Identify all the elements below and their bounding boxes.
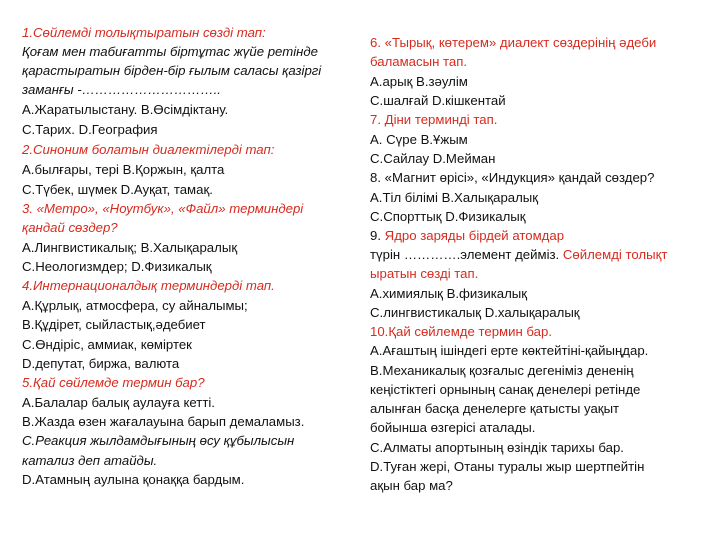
question-3-options-cd: С.Неологизмдер; D.Физикалық [22, 259, 212, 274]
question-1-options-cd: С.Тарих. D.География [22, 122, 158, 137]
question-3-title-line-1: 3. «Метро», «Ноутбук», «Файл» терминдері [22, 201, 304, 216]
question-5-option-c-line-2: катализ деп атайды. [22, 453, 158, 468]
question-3-title-line-2: қандай сөздер? [22, 220, 118, 235]
question-10-option-b-line-3: алынған басқа денелерге қатысты уақыт [370, 401, 620, 416]
question-4-option-b: В.Құдірет, сыйластық,әдебиет [22, 317, 206, 332]
question-10-option-a: А.Ағаштың ішіндегі ерте көктейтіні-қайыңдар. [370, 343, 649, 358]
question-10-option-d-line-2: ақын бар ма? [370, 478, 453, 493]
question-2-options-cd: С.Түбек, шүмек D.Ауқат, тамақ. [22, 182, 213, 197]
question-4-option-a: А.Құрлық, атмосфера, су айналымы; [22, 298, 248, 313]
question-4-option-c: С.Өндіріс, аммиак, көміртек [22, 337, 192, 352]
question-10-title: 10.Қай сөйлемде термин бар. [370, 324, 552, 339]
question-8-title: 8. «Магнит өрісі», «Индукция» қандай сөздер? [370, 170, 655, 185]
question-10-option-d-line-1: D.Туған жері, Отаны туралы жыр шертпейтін [370, 459, 645, 474]
question-9-title-red: Ядро заряды бірдей атомдар [384, 228, 565, 243]
question-6-title-line-1: 6. «Тырық, көтерем» диалект сөздерінің әдеби [370, 35, 657, 50]
question-9-text: түрін ………….элемент дейміз. [370, 247, 563, 262]
question-9-options-cd: С.лингвистикалық D.халықаралық [370, 305, 580, 320]
question-1-options-ab: А.Жаратылыстану. В.Өсімдіктану. [22, 102, 229, 117]
question-10-option-b-line-1: В.Механикалық қозғалыс дегеніміз дененің [370, 363, 634, 378]
question-6-options-cd: С.шалғай D.кішкентай [370, 93, 506, 108]
question-6-title-line-2: баламасын тап. [370, 54, 468, 69]
question-9-title-line-1 [370, 226, 564, 245]
question-1-title: 1.Сөйлемді толықтыратын сөзді тап: [22, 25, 266, 40]
question-10-option-b-line-2: кеңістіктегі орнының санақ денелері ретінде [370, 382, 641, 397]
question-7-options-cd: С.Сайлау D.Мейман [370, 151, 496, 166]
question-9-title-line-3: ыратын сөзді тап. [370, 266, 479, 281]
question-10-option-b-line-4: бойынша өзгерісі аталады. [370, 420, 536, 435]
question-9-instruction: Сөйлемді толықт [562, 247, 668, 262]
question-4-option-d: D.депутат, биржа, валюта [22, 356, 180, 371]
question-9-number: 9. [370, 228, 385, 243]
question-10-option-c: С.Алматы апортының өзіндік тарихы бар. [370, 440, 624, 455]
question-7-title: 7. Діни терминді тап. [370, 112, 498, 127]
question-5-option-a: А.Балалар балық аулауға кетті. [22, 395, 215, 410]
question-2-options-ab: А.былғары, тері В.Қоржын, қалта [22, 162, 225, 177]
question-9-options-ab: А.химиялық В.физикалық [370, 286, 528, 301]
question-8-options-ab: А.Тіл білімі В.Халықаралық [370, 190, 539, 205]
question-9-title-line-2 [370, 245, 667, 264]
question-5-option-c-line-1: С.Реакция жылдамдығының өсу құбылысын [22, 433, 295, 448]
question-1-text-line-2: қарастыратын бірден-бір ғылым саласы қазіргі [22, 63, 322, 78]
question-5-title: 5.Қай сөйлемде термин бар? [22, 375, 205, 390]
question-3-options-ab: А.Лингвистикалық; В.Халықаралық [22, 240, 238, 255]
question-2-title: 2.Синоним болатын диалектілерді тап: [22, 142, 275, 157]
question-1-text-line-3: заманғы -………………………….. [22, 82, 221, 97]
question-1-text-line-1: Қоғам мен табиғатты біртұтас жүйе ретінде [22, 44, 319, 59]
question-7-options-ab: А. Сүре В.Ұжым [370, 132, 468, 147]
question-5-option-d: D.Атамның аулына қонаққа бардым. [22, 472, 245, 487]
question-8-options-cd: С.Спорттық D.Физикалық [370, 209, 526, 224]
question-5-option-b: В.Жазда өзен жағалауына барып демаламыз. [22, 414, 305, 429]
question-6-options-ab: А.арық В.зәулім [370, 74, 468, 89]
question-4-title: 4.Интернационалдық терминдерді тап. [22, 278, 275, 293]
